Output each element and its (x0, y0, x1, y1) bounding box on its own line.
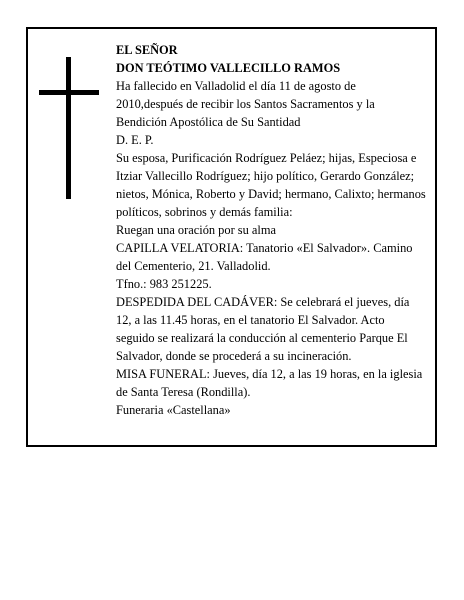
prayer-request: Ruegan una oración por su alma (116, 223, 276, 237)
phone-number: Tfno.: 983 251225. (116, 277, 212, 291)
rip-line: D. E. P. (116, 133, 154, 147)
death-announcement: Ha fallecido en Valladolid el día 11 de agosto de 2010,después de recibir los Santos Sacramentos y la Bendición Apostólica de Su Santidad (116, 79, 375, 129)
cross-horizontal-bar (39, 90, 99, 95)
obituary-notice (26, 27, 437, 447)
obituary-text (116, 41, 426, 419)
family-list: Su esposa, Purificación Rodríguez Peláez; hijas, Especiosa e Itziar Vallecillo Rodríguez; hijo político, Gerardo González; nietos, Mónica, Roberto y David; hermano, Calixto; hermanos políticos, sobrinos y demás familia: (116, 151, 426, 219)
cross-vertical-bar (66, 57, 71, 199)
funeral-mass-info: MISA FUNERAL: Jueves, día 12, a las 19 horas, en la iglesia de Santa Teresa (Rondilla). (116, 367, 423, 399)
cross-icon (39, 57, 99, 199)
heading-title: EL SEÑOR (116, 43, 178, 57)
deceased-name: DON TEÓTIMO VALLECILLO RAMOS (116, 61, 341, 75)
wake-chapel-info: CAPILLA VELATORIA: Tanatorio «El Salvador». Camino del Cementerio, 21. Valladolid. (116, 241, 413, 273)
funeral-home: Funeraria «Castellana» (116, 403, 231, 417)
farewell-info: DESPEDIDA DEL CADÁVER: Se celebrará el jueves, día 12, a las 11.45 horas, en el tanatorio El Salvador. Acto seguido se realizará la conducción al cementerio Parque El Salvador, donde se procederá a su incineración. (116, 295, 410, 363)
